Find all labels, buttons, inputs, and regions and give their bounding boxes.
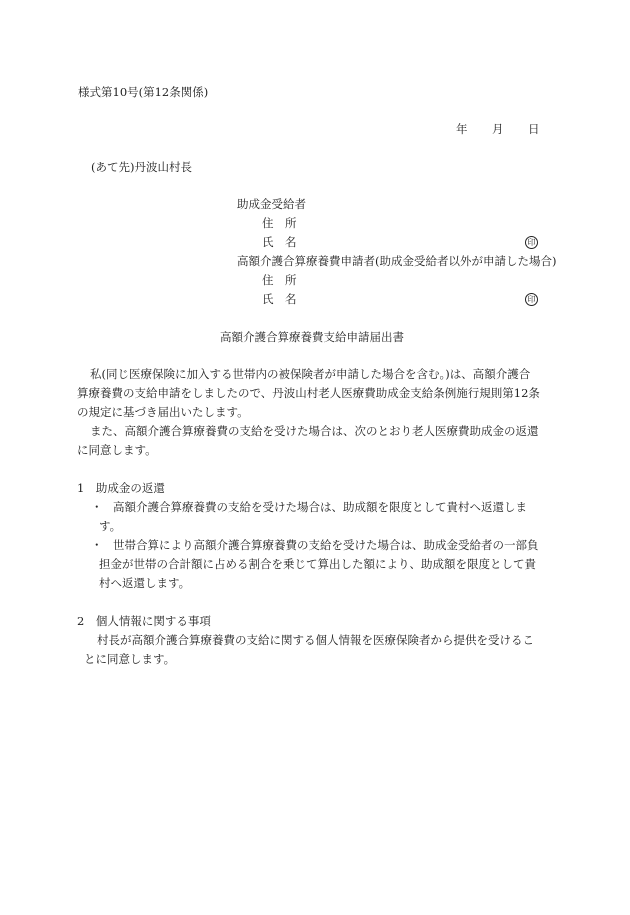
form-number: 様式第10号(第12条関係) (78, 85, 209, 99)
applicant-address-label: 住 所 (262, 273, 297, 287)
section1-heading: 1 助成金の返還 (77, 481, 165, 495)
body-line: また、高額介護合算療養費の支給を受けた場合は、次のとおり老人医療費助成金の返還 (90, 424, 539, 438)
section1-item2-line: 世帯合算により高額介護合算療養費の支給を受けた場合は、助成金受給者の一部負 (113, 538, 539, 552)
body-line: に同意します。 (77, 443, 157, 457)
applicant-heading: 高額介護合算療養費申請者(助成金受給者以外が申請した場合) (237, 254, 557, 268)
applicant-name-label: 氏 名 (262, 292, 297, 306)
body-line: の規定に基づき届出いたします。 (77, 405, 249, 419)
bullet-mark: ・ (91, 500, 103, 514)
body-line: 算療養費の支給申請をしましたので、丹波山村老人医療費助成金支給条例施行規則第12条 (77, 386, 540, 400)
recipient-heading: 助成金受給者 (237, 197, 306, 211)
section1-item2-line: 担金が世帯の合計額に占める割合を乗じて算出した額により、助成額を限度として貴 (99, 557, 536, 571)
recipient-seal-mark: 印 (525, 236, 538, 249)
body-line: 私(同じ医療保険に加入する世帯内の被保険者が申請した場合を含む。)は、高額介護合 (90, 367, 531, 381)
recipient-address-label: 住 所 (262, 216, 297, 230)
date-month-label: 月 (492, 122, 504, 136)
recipient-name-label: 氏 名 (262, 235, 297, 249)
applicant-seal-mark: 印 (525, 293, 538, 306)
section1-item2-line: 村へ返還します。 (99, 576, 191, 590)
bullet-mark: ・ (91, 538, 103, 552)
section1-item1-line: す。 (99, 519, 122, 533)
addressee: (あて先)丹波山村長 (91, 160, 192, 174)
section2-heading: 2 個人情報に関する事項 (77, 614, 211, 628)
document-title: 高額介護合算療養費支給申請届出書 (220, 330, 404, 344)
date-day-label: 日 (528, 122, 540, 136)
section1-item1-line: 高額介護合算療養費の支給を受けた場合は、助成額を限度として貴村へ返還しま (113, 500, 527, 514)
date-year-label: 年 (456, 122, 468, 136)
section2-line: 村長が高額介護合算療養費の支給に関する個人情報を医療保険者から提供を受けるこ (97, 633, 534, 647)
section2-line: とに同意します。 (84, 652, 176, 666)
